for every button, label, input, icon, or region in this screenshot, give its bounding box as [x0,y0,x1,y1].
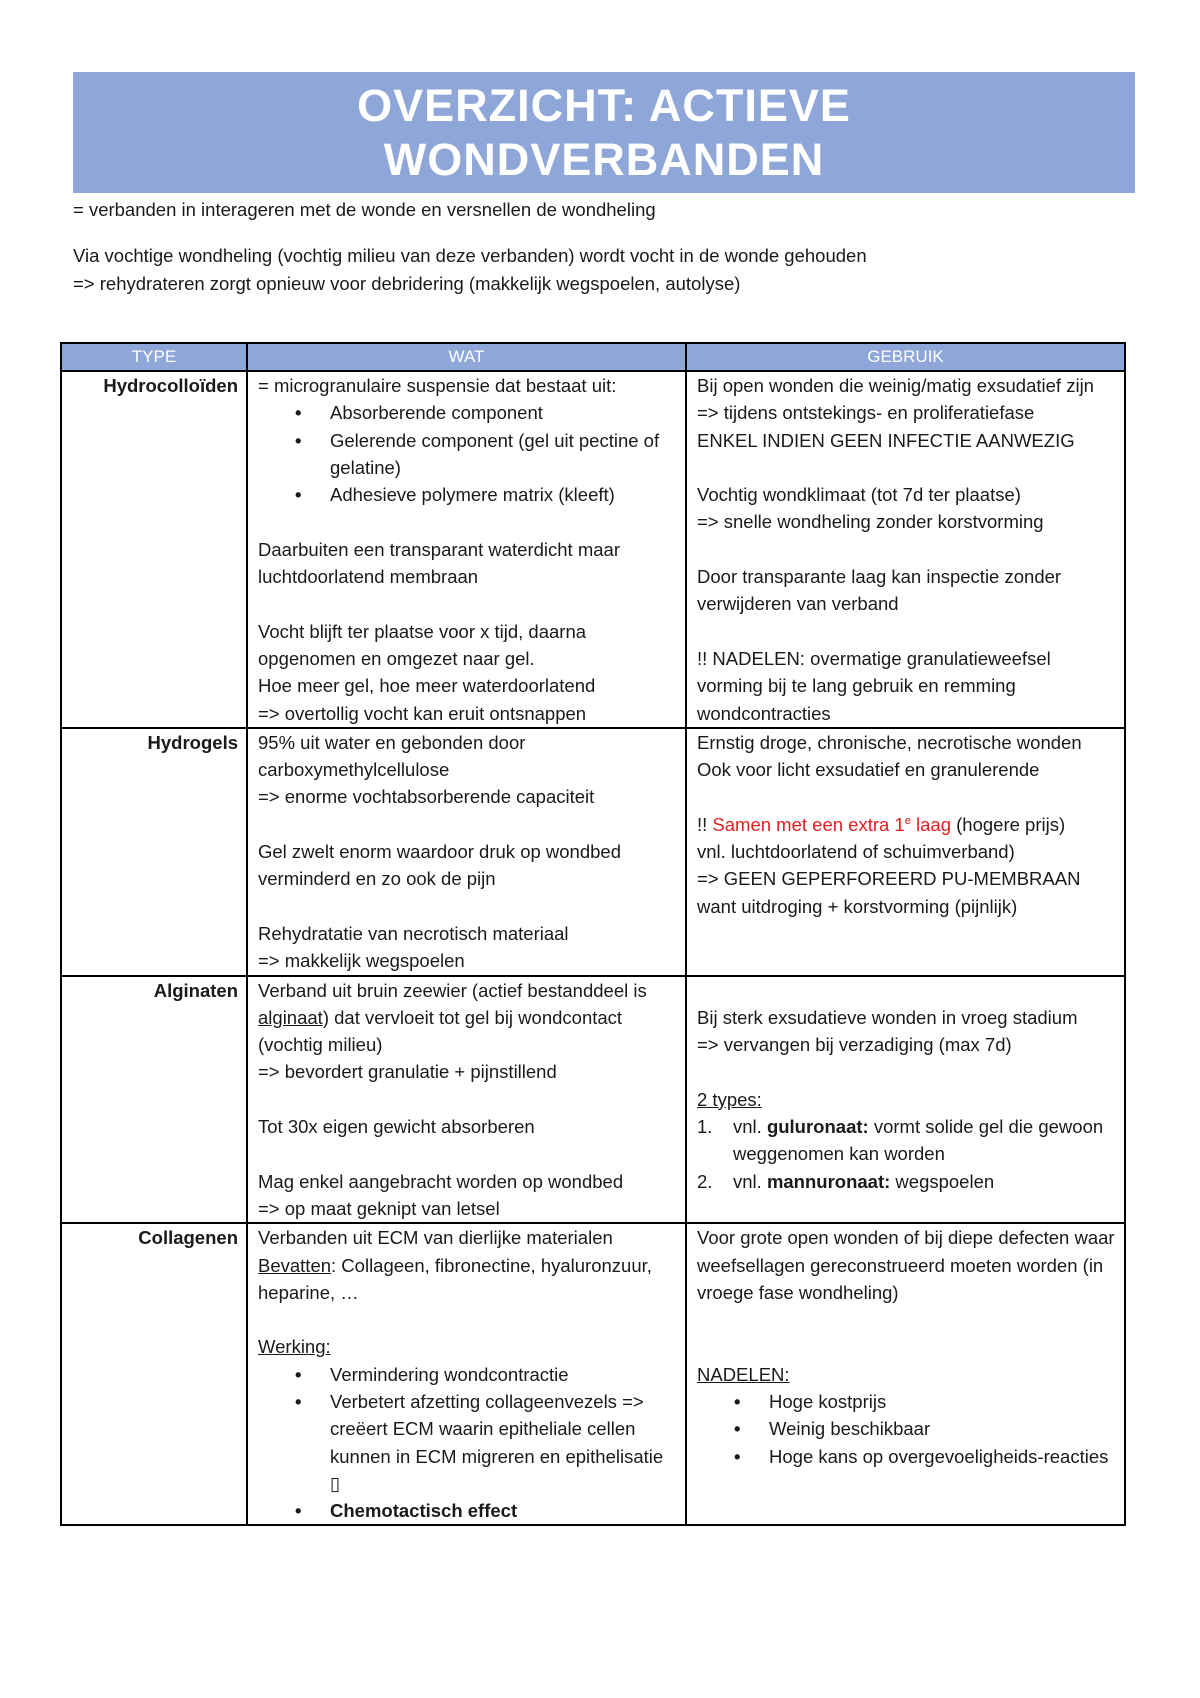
text-span: wegspoelen [895,1170,995,1192]
text-span: vormt solide gel die gewoon weggenomen kan worden [733,1116,1104,1165]
list-item: • Adhesieve polymere matrix (kleeft) [330,481,677,508]
warning-suffix: (hogere prijs) [956,813,1066,835]
wat-cell [247,728,686,976]
paragraph: => vervangen bij verzadiging (max 7d) [697,1034,1012,1056]
types-heading: 2 types: [697,1088,762,1110]
paragraph: Bij sterk exsudatieve wonden in vroeg stadium [697,1006,1078,1028]
paragraph: => op maat geknipt van letsel [258,1197,500,1219]
header-gebruik: GEBRUIK [686,343,1125,371]
paragraph: => GEEN GEPERFOREERD PU-MEMBRAAN [697,868,1081,890]
nadelen-heading: NADELEN: [697,1363,790,1385]
list-item: • Gelerende component (gel uit pectine of gelatine) [330,427,677,482]
paragraph: !! NADELEN: overmatige granulatieweefsel vorming bij te lang gebruik en remming wondcontracties [697,647,1051,724]
paragraph: => bevordert granulatie + pijnstillend [258,1061,557,1083]
paragraph: Vochtig wondklimaat (tot 7d ter plaatse) [697,484,1021,506]
type-cell: Collagenen [61,1223,247,1525]
text-span: vnl. [733,1170,762,1192]
warning-paragraph [697,811,1116,838]
paragraph: Gel zwelt enorm waardoor druk op wondbed verminderd en zo ook de pijn [258,841,621,890]
paragraph: => snelle wondheling zonder korstvorming [697,511,1044,533]
warning-prefix: !! [697,813,708,835]
gebruik-cell [686,1223,1125,1525]
list-item: • Weinig beschikbaar [769,1415,1116,1442]
paragraph: Bij open wonden die weinig/matig exsudatief zijn => tijdens ontstekings- en proliferatiefase [697,375,1094,424]
paragraph: Hoe meer gel, hoe meer waterdoorlatend [258,675,596,697]
underlined-label: Bevatten [258,1254,332,1276]
numbered-list [697,1113,1116,1195]
paragraph: Ernstig droge, chronische, necrotische wonden [697,731,1082,753]
list-item [697,1113,1116,1168]
bold-term: mannuronaat: [766,1170,891,1192]
gebruik-cell [686,976,1125,1224]
wat-intro: = microgranulaire suspensie dat bestaat uit: [258,375,617,396]
header-type: TYPE [61,343,247,371]
list-item: • Absorberende component [330,399,677,426]
bold-term: guluronaat: [766,1116,869,1138]
table-row-hydrogels [61,728,1125,976]
wat-cell [247,976,686,1224]
text-span: Verband uit bruin zeewier (actief bestanddeel is [258,979,647,1001]
wat-cell [247,1223,686,1525]
wat-cell [247,371,686,728]
type-cell: Hydrogels [61,728,247,976]
type-cell: Alginaten [61,976,247,1224]
bullet-list [258,399,677,508]
list-number: 2. [697,1170,713,1192]
text-span: : Collageen, fibronectine, hyaluronzuur, heparine, … [258,1254,652,1303]
paragraph: => makkelijk wegspoelen [258,950,465,972]
red-text: Samen met een extra 1 [712,813,905,835]
paragraph: Mag enkel aangebracht worden op wondbed [258,1170,624,1192]
table-row-alginaten [61,976,1125,1224]
list-item: • Vermindering wondcontractie [330,1361,677,1388]
red-text: laag [916,813,951,835]
missing-glyph-icon: ▯ [330,1472,341,1494]
text-span: Verbetert afzetting collageenvezels => creëert ECM waarin epitheliale cellen kunnen in ECM migreren en epithelisatie [330,1390,664,1467]
text-span: vnl. [733,1116,762,1138]
paragraph [258,977,677,1059]
intro-definition: = verbanden in interageren met de wonde en versnellen de wondheling [73,199,656,220]
list-item: • Hoge kostprijs [769,1388,1116,1415]
table-header-row [61,343,1125,371]
type-cell: Hydrocolloïden [61,371,247,728]
paragraph: Daarbuiten een transparant waterdicht maar luchtdoorlatend membraan [258,538,620,588]
intro-line-2: => rehydrateren zorgt opnieuw voor debridering (makkelijk wegspoelen, autolyse) [73,273,741,294]
text-span: ) dat vervloeit tot gel bij wondcontact (vochtig milieu) [258,1006,623,1056]
intro-line-1: Via vochtige wondheling (vochtig milieu van deze verbanden) wordt vocht in de wonde gehouden [73,245,867,266]
list-item [330,1497,677,1524]
paragraph: want uitdroging + korstvorming (pijnlijk) [697,895,1018,917]
page-title-line-1: OVERZICHT: ACTIEVE [357,79,851,131]
paragraph: Verbanden uit ECM van dierlijke materialen [258,1227,613,1249]
table-row-collagenen [61,1223,1125,1525]
paragraph [258,1252,677,1307]
werking-heading: Werking: [258,1336,331,1358]
overview-table [60,342,1126,1526]
page-title [73,72,1135,193]
intro-section [73,196,1135,298]
table-row-hydrocolloiden [61,371,1125,728]
paragraph: => enorme vochtabsorberende capaciteit [258,786,595,808]
list-number: 1. [697,1116,713,1138]
paragraph: Tot 30x eigen gewicht absorberen [258,1116,535,1138]
underlined-term: alginaat [258,1006,323,1028]
paragraph: Vocht blijft ter plaatse voor x tijd, daarna opgenomen en omgezet naar gel. [258,620,587,669]
paragraph: Rehydratatie van necrotisch materiaal [258,922,569,944]
superscript: e [904,814,911,827]
paragraph: vnl. luchtdoorlatend of schuimverband) [697,841,1015,863]
bold-term: Chemotactisch effect [330,1500,518,1522]
page-title-line-2: WONDVERBANDEN [383,133,825,185]
gebruik-cell [686,728,1125,976]
bullet-list [258,1361,677,1525]
paragraph: ENKEL INDIEN GEEN INFECTIE AANWEZIG [697,429,1075,451]
header-wat: WAT [247,343,686,371]
paragraph: Ook voor licht exsudatief en granulerende [697,759,1040,781]
list-item [697,1168,1116,1195]
list-item: • Hoge kans op overgevoeligheids-reacties [769,1443,1116,1470]
bullet-list [697,1388,1116,1470]
paragraph: 95% uit water en gebonden door carboxymethylcellulose [258,731,526,781]
paragraph: => overtollig vocht kan eruit ontsnappen [258,702,587,724]
paragraph: Door transparante laag kan inspectie zonder verwijderen van verband [697,566,1062,615]
list-item [330,1388,677,1497]
paragraph: Voor grote open wonden of bij diepe defecten waar weefsellagen gereconstrueerd moeten worden (in vroege fase wondheling) [697,1227,1115,1303]
gebruik-cell [686,371,1125,728]
